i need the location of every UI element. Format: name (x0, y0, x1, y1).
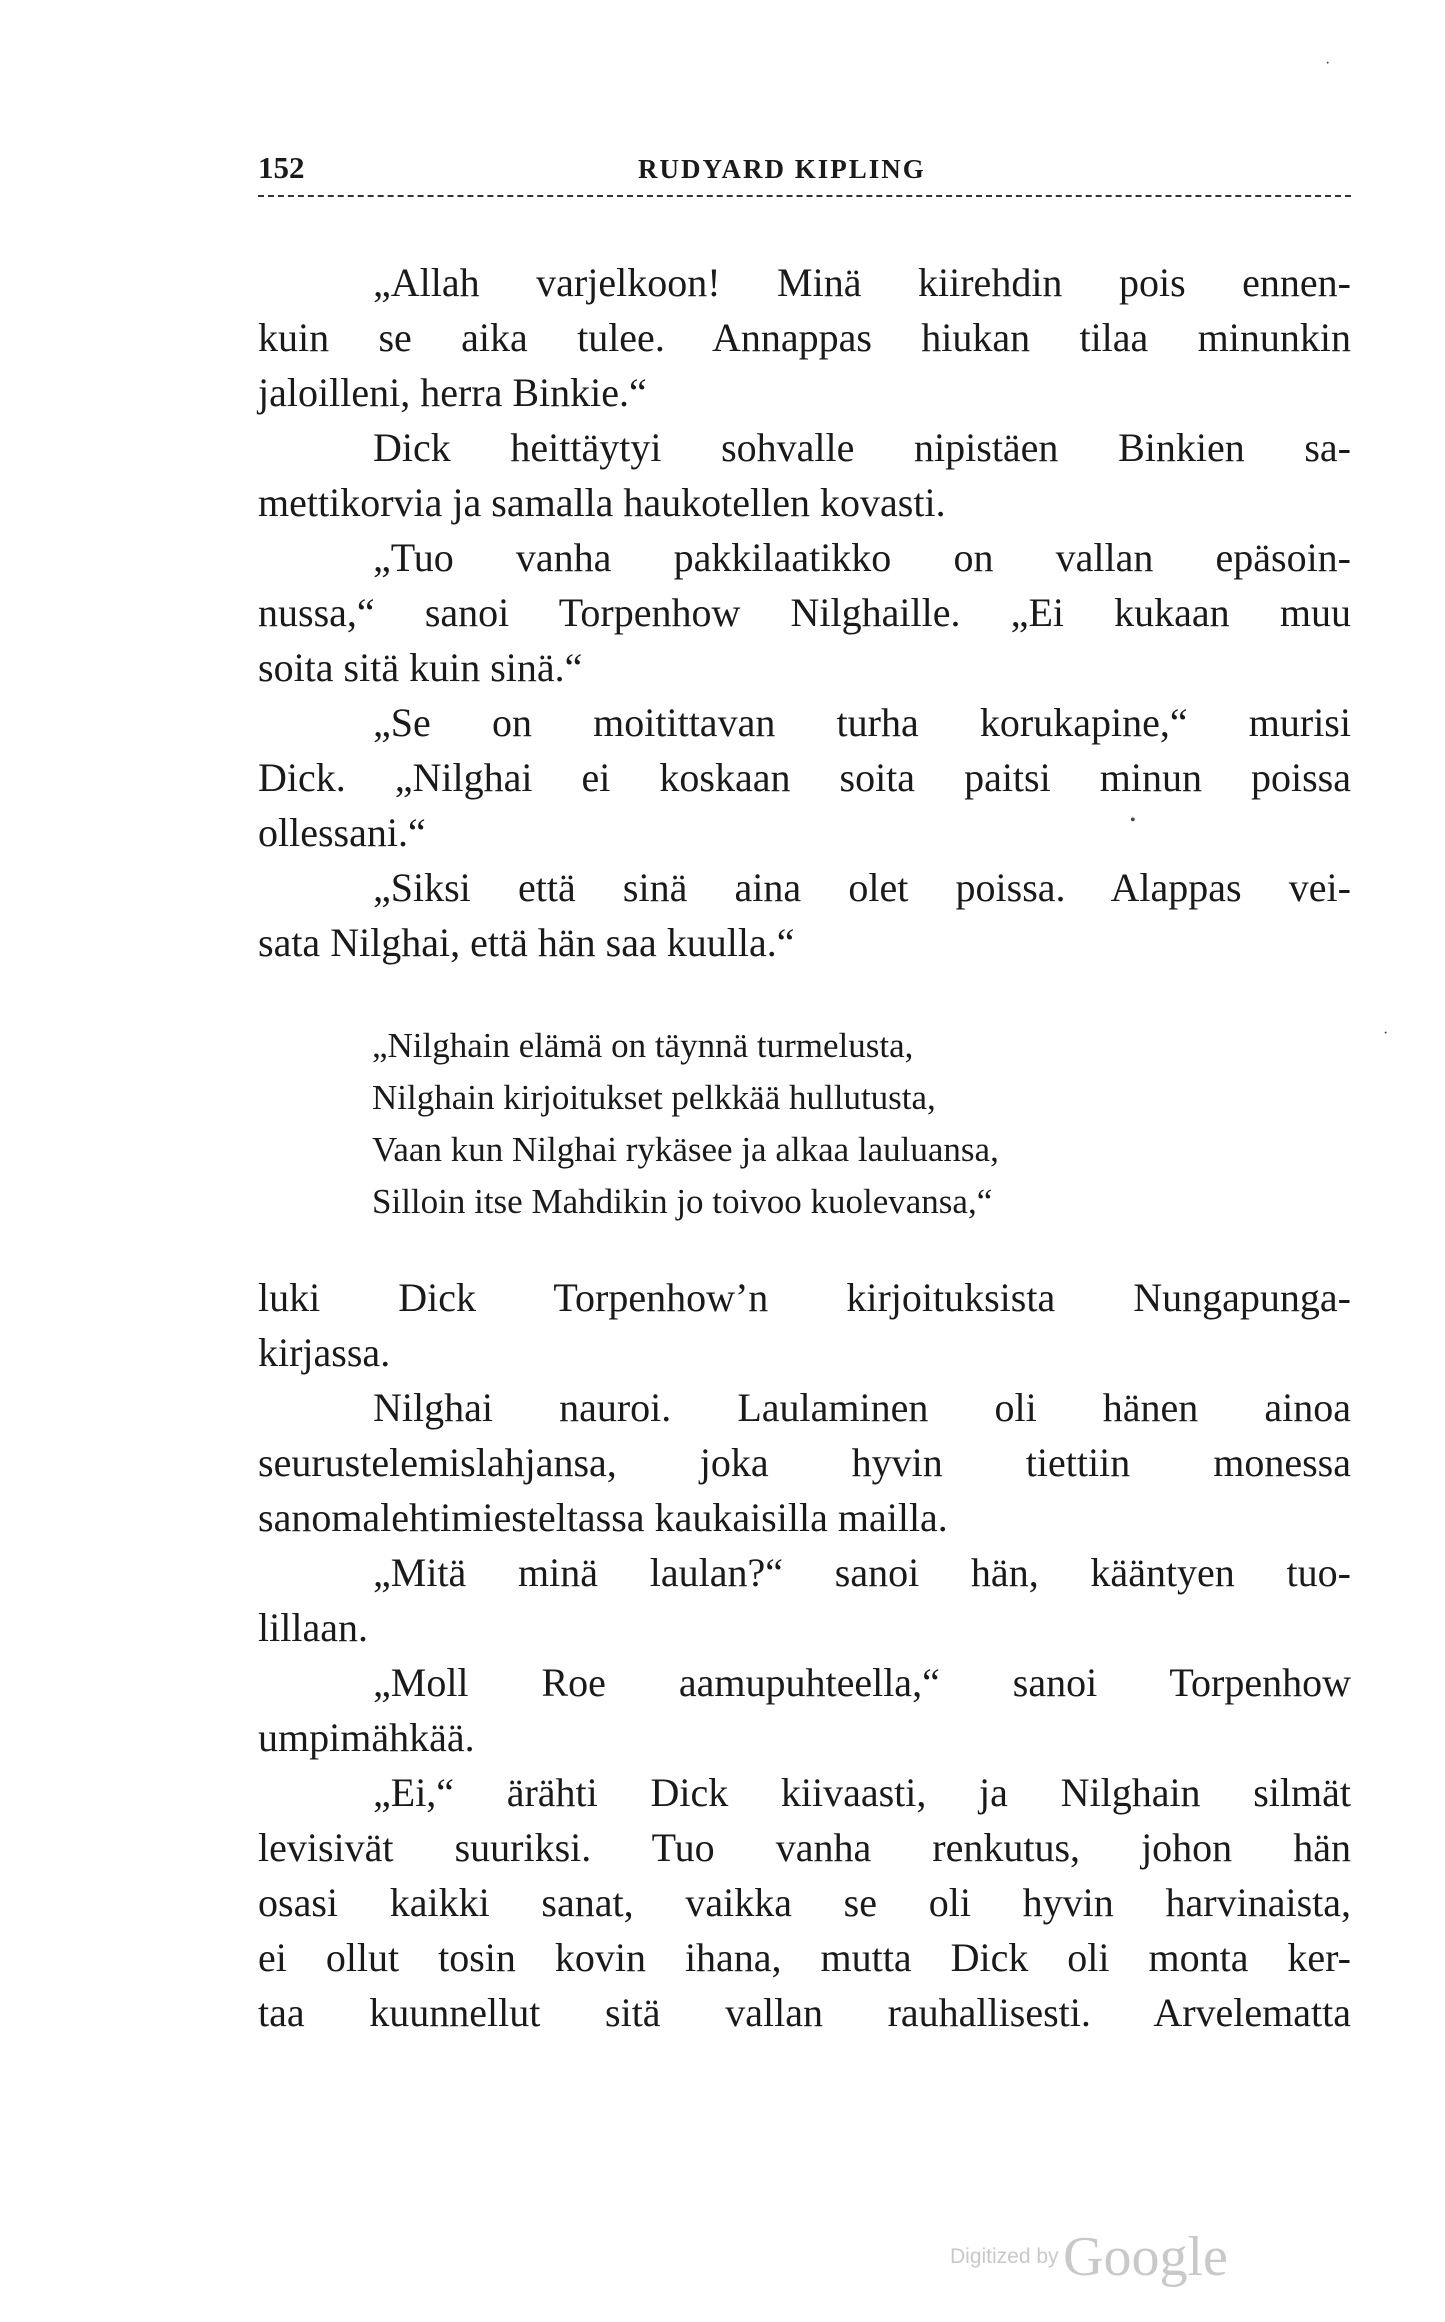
scan-speck: · (1383, 1025, 1389, 1042)
text-line: „Ei,“ ärähti Dick kiivaasti, ja Nilghain silmät (373, 1770, 1351, 1815)
page-header (258, 150, 1351, 190)
text-line: „Siksi että sinä aina olet poissa. Alappas vei- (373, 865, 1351, 910)
verse-line: Vaan kun Nilghai rykäsee ja alkaa lauluansa, (372, 1130, 999, 1169)
digitized-by-watermark (950, 2225, 1228, 2289)
watermark-brand: Google (1063, 2226, 1228, 2288)
text-line: „Allah varjelkoon! Minä kiirehdin pois ennen- (373, 260, 1351, 305)
verse-line: „Nilghain elämä on täynnä turmelusta, (372, 1026, 914, 1065)
text-line: seurustelemislahjansa, joka hyvin tiettiin monessa (258, 1440, 1351, 1485)
text-line: Dick heittäytyi sohvalle nipistäen Binkien sa- (373, 425, 1351, 470)
text-line: taa kuunnellut sitä vallan rauhallisesti. Arvelematta (258, 1990, 1351, 2035)
text-line: Nilghai nauroi. Laulaminen oli hänen ainoa (373, 1385, 1351, 1430)
prose-block-1 (258, 255, 1351, 970)
text-line: nussa,“ sanoi Torpenhow Nilghaille. „Ei kukaan muu (258, 590, 1351, 635)
text-line: ei ollut tosin kovin ihana, mutta Dick oli monta ker- (258, 1935, 1351, 1980)
header-rule (258, 195, 1351, 197)
verse-block (372, 1020, 1272, 1228)
text-line: kuin se aika tulee. Annappas hiukan tilaa minunkin (258, 315, 1351, 360)
text-line: ollessani.“ (258, 810, 426, 855)
text-line: „Se on moitittavan turha korukapine,“ murisi (373, 700, 1351, 745)
text-line: levisivät suuriksi. Tuo vanha renkutus, johon hän (258, 1825, 1351, 1870)
verse-line: Nilghain kirjoitukset pelkkää hullutusta, (372, 1078, 936, 1117)
watermark-digitized-text: Digitized by (950, 2245, 1059, 2268)
verse-line: Silloin itse Mahdikin jo toivoo kuolevansa,“ (372, 1182, 993, 1221)
text-line: luki Dick Torpenhow’n kirjoituksista Nungapunga- (258, 1275, 1351, 1320)
text-line: sata Nilghai, että hän saa kuulla.“ (258, 920, 795, 965)
text-line: mettikorvia ja samalla haukotellen kovasti. (258, 480, 946, 525)
text-line: osasi kaikki sanat, vaikka se oli hyvin harvinaista, (258, 1880, 1351, 1925)
running-title: RUDYARD KIPLING (638, 154, 926, 184)
text-line: „Tuo vanha pakkilaatikko on vallan epäsoin- (373, 535, 1351, 580)
prose-block-2 (258, 1270, 1351, 2040)
text-line: sanomalehtimiesteltassa kaukaisilla mailla. (258, 1495, 948, 1540)
page-number: 152 (258, 150, 305, 185)
scan-speck: · (1325, 55, 1331, 72)
scan-speck: • (1130, 812, 1136, 829)
text-line: umpimähkää. (258, 1715, 475, 1760)
text-line: soita sitä kuin sinä.“ (258, 645, 583, 690)
text-line: kirjassa. (258, 1330, 391, 1375)
text-line: jaloilleni, herra Binkie.“ (258, 370, 647, 415)
text-line: „Mitä minä laulan?“ sanoi hän, kääntyen tuo- (373, 1550, 1351, 1595)
text-line: lillaan. (258, 1605, 368, 1650)
text-line: Dick. „Nilghai ei koskaan soita paitsi minun poissa (258, 755, 1351, 800)
text-line: „Moll Roe aamupuhteella,“ sanoi Torpenhow (373, 1660, 1351, 1705)
